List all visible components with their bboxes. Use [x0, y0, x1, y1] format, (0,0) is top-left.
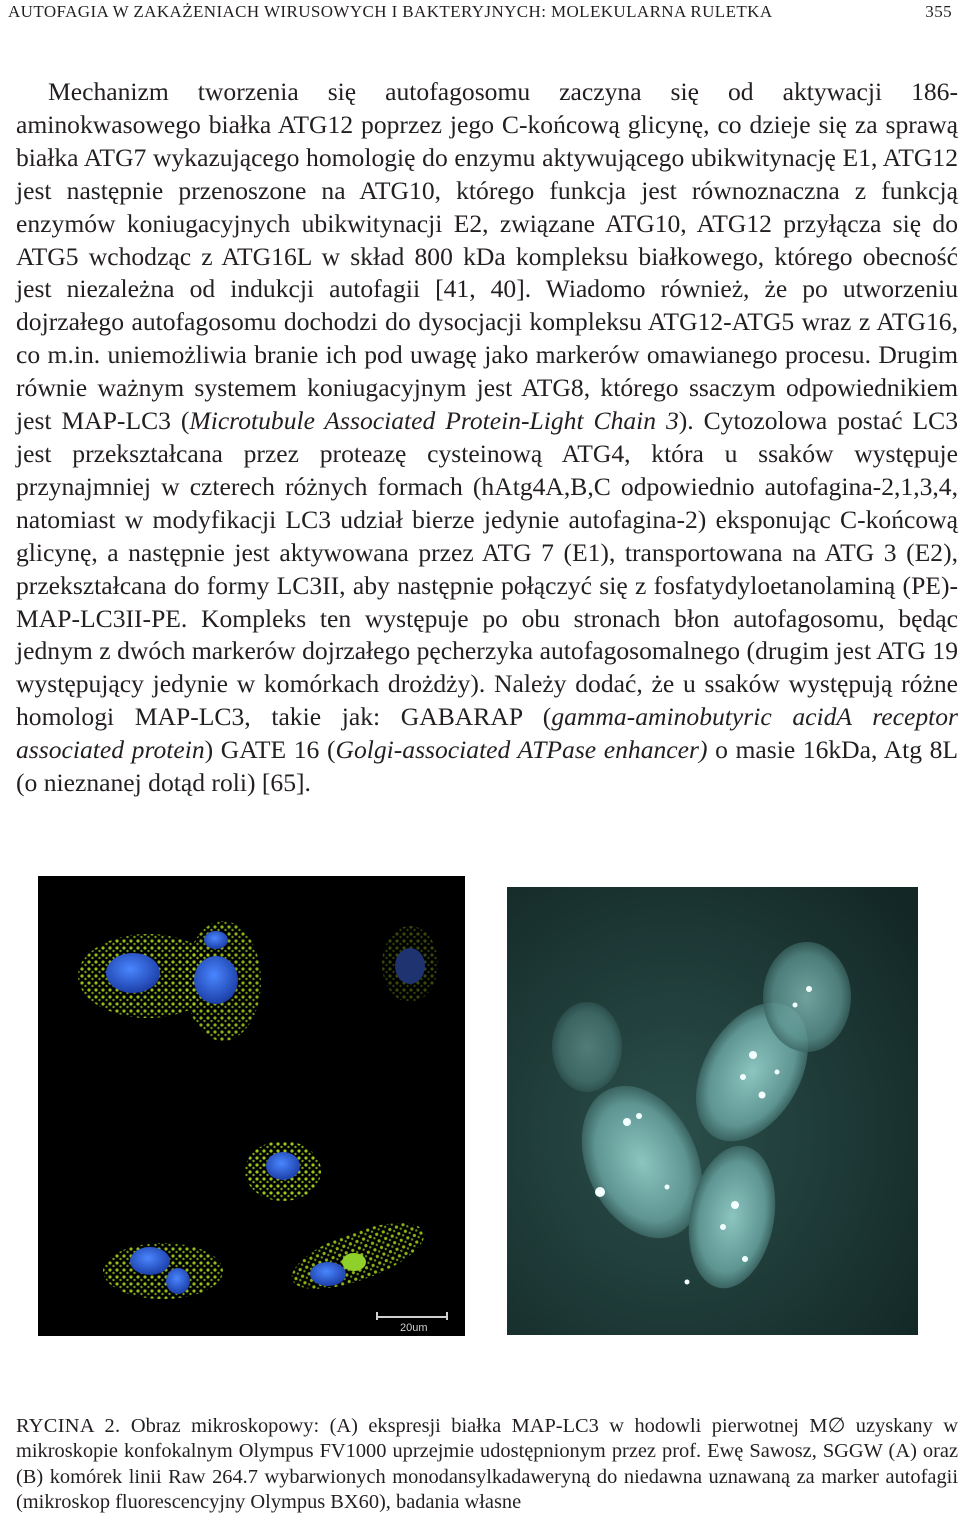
paragraph-text: Mechanizm tworzenia się autofagosomu zaczyna się od aktywacji 186-aminokwasowego białka ATG12 poprzez jego C-końcową glicynę, co dzieje się za sprawą białka ATG7 wykazującego homologię do enzymu aktywującego ubikwitynację E1, ATG12 jest następnie przenoszone na ATG10, którego funkcja jest równoznaczna z funkcją enzymów koniugacyjnych ubikwitynacji E2, związane ATG10, ATG12 przyłącza się do ATG5 wchodząc z ATG16L w skład 800 kDa kompleksu białkowego, którego obecność jest niezależna od indukcji autofagii [41, 40]. Wiadomo również, że po utworzeniu dojrzałego autofagosomu dochodzi do dysocjacji kompleksu ATG12-ATG5 wraz z ATG16, co m.in. uniemożliwia branie ich pod uwagę jako markerów omawianego procesu. Drugim równie ważnym systemem koniugacyjnym jest ATG8, którego ssaczym odpowiednikiem jest MAP-LC3 ( [16, 77, 958, 436]
paragraph [16, 76, 958, 800]
italic-term: Golgi-associated ATPase enhancer) [335, 735, 708, 765]
micrograph-a [38, 876, 465, 1336]
scale-bar-label: 20um [400, 1322, 428, 1334]
body-text [16, 76, 958, 800]
cell [245, 1141, 321, 1201]
cell [185, 921, 261, 1041]
italic-term: gamma-aminobutyric acidA receptor associated protein [16, 702, 958, 765]
cell [552, 1002, 622, 1092]
cell [382, 926, 438, 1002]
paragraph-text: o masie 16kDa, Atg 8L (o nieznanej dotąd roli) [65]. [16, 735, 959, 798]
italic-term: Microtubule Associated Protein-Light Chain 3 [189, 406, 679, 436]
caption-label: RYCINA 2. [16, 1415, 121, 1437]
micrograph-b [507, 887, 918, 1335]
cell [103, 1243, 223, 1299]
page-number: 355 [925, 2, 952, 21]
paragraph-text: ) GATE 16 ( [204, 735, 336, 765]
cell [763, 942, 851, 1052]
figure-caption [16, 1414, 958, 1515]
micrograph-b-image [507, 887, 918, 1335]
running-header [8, 0, 952, 26]
running-title: AUTOFAGIA W ZAKAŻENIACH WIRUSOWYCH I BAKTERYJNYCH: MOLEKULARNA RULETKA [8, 2, 773, 21]
paragraph-text: ). Cytozolowa postać LC3 jest przekształcana przez proteazę cysteinową ATG4, która u ssaków występuje przynajmniej w czterech różnych formach (hAtg4A,B,C odpowiednio autofagina-2,1,3,4, natomiast w modyfikacji LC3 udział bierze jedynie autofagina-2) eksponując C-końcową glicynę, a następnie jest aktywowana przez ATG 7 (E1), transportowana na ATG 3 (E2), przekształcana do formy LC3II, aby następnie połączyć się z fosfatydyloetanolaminą (PE)-MAP-LC3II-PE. Kompleks ten występuje po obu stronach błon autofagosomu, będąc jednym z dwóch markerów dojrzałego pęcherzyka autofagosomalnego (drugim jest ATG 19 występujący jedynie w komórkach drożdży). Należy dodać, że u ssaków występują różne homologi MAP-LC3, takie jak: GABARAP ( [16, 406, 958, 732]
micrograph-a-image [38, 876, 465, 1336]
caption-text: Obraz mikroskopowy: (A) ekspresji białka MAP-LC3 w hodowli pierwotnej M∅ uzyskany w mikroskopie konfokalnym Olympus FV1000 uprzejmie udostępnionym przez prof. Ewę Sawosz, SGGW (A) oraz (B) komórek linii Raw 264.7 wybarwionych monodansylkadaweryną do niedawna uznawaną za marker autofagii (mikroskop fluorescencyjny Olympus BX60), badania własne [16, 1415, 958, 1513]
